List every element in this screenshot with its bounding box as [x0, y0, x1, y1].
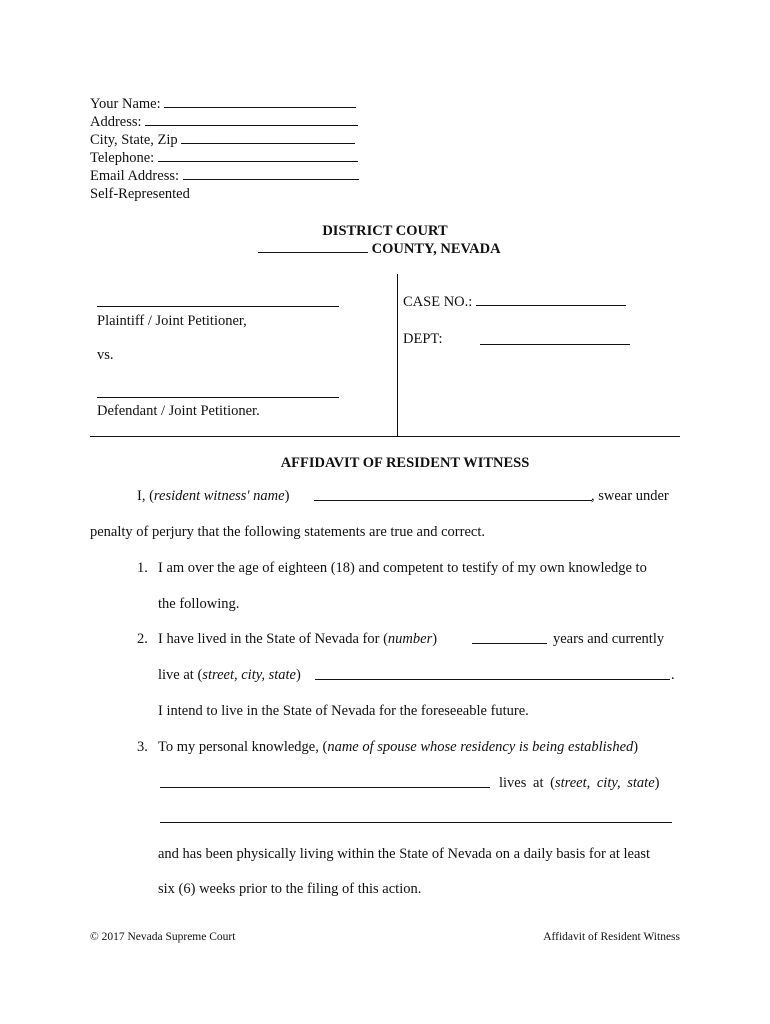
- intro-line-2: penalty of perjury that the following statements are true and correct.: [90, 524, 485, 540]
- defendant-label: Defendant / Joint Petitioner.: [97, 403, 260, 419]
- plaintiff-label: Plaintiff / Joint Petitioner,: [97, 313, 247, 329]
- caption-divider-horizontal: [90, 436, 680, 437]
- your-name-input[interactable]: [164, 106, 356, 108]
- item-2-period: .: [671, 667, 675, 683]
- telephone-field: Telephone:: [90, 149, 359, 167]
- item-1-line-2: the following.: [158, 596, 240, 612]
- plaintiff-name-line[interactable]: [97, 306, 339, 307]
- footer-copyright: © 2017 Nevada Supreme Court: [90, 931, 236, 943]
- document-title: AFFIDAVIT OF RESIDENT WITNESS: [280, 455, 530, 471]
- item-3-number: 3.: [137, 739, 148, 755]
- item-2-years: years and currently: [553, 631, 665, 647]
- your-name-field: Your Name:: [90, 95, 359, 113]
- intro-line-1: I, (resident witness' name): [137, 488, 290, 504]
- city-state-zip-field: City, State, Zip: [90, 131, 359, 149]
- intro-swear: , swear under: [591, 488, 669, 504]
- email-input[interactable]: [183, 178, 359, 180]
- spouse-address-input[interactable]: [160, 822, 672, 823]
- item-3-line-1: To my personal knowledge, (name of spouse whose residency is being established): [158, 739, 639, 755]
- years-input[interactable]: [472, 643, 547, 644]
- item-3-lives-at: lives at (street, city, state): [499, 775, 660, 791]
- caption-divider-vertical: [397, 274, 398, 436]
- item-1-line-1: I am over the age of eighteen (18) and competent to testify of my own knowledge to: [158, 560, 647, 576]
- contact-block: [90, 95, 359, 203]
- address-input[interactable]: [145, 124, 358, 126]
- vs-label: vs.: [97, 347, 114, 363]
- current-address-input[interactable]: [315, 679, 670, 680]
- item-2-live-at: live at (street, city, state): [158, 667, 301, 683]
- item-2-number: 2.: [137, 631, 148, 647]
- item-2-intend: I intend to live in the State of Nevada for the foreseeable future.: [158, 703, 529, 719]
- footer-form-name: Affidavit of Resident Witness: [543, 931, 680, 943]
- item-3-line-3: and has been physically living within the State of Nevada on a daily basis for at least: [158, 846, 651, 862]
- case-no-field: CASE NO.:: [403, 293, 626, 311]
- case-no-input[interactable]: [476, 304, 626, 306]
- address-field: Address:: [90, 113, 359, 131]
- county-input[interactable]: [258, 251, 368, 253]
- email-field: Email Address:: [90, 167, 359, 185]
- witness-name-input[interactable]: [314, 500, 592, 501]
- city-state-zip-input[interactable]: [181, 142, 355, 144]
- dept-label: DEPT:: [403, 331, 443, 347]
- item-1-number: 1.: [137, 560, 148, 576]
- telephone-input[interactable]: [158, 160, 358, 162]
- defendant-name-line[interactable]: [97, 397, 339, 398]
- item-2-line-1: I have lived in the State of Nevada for (number): [158, 631, 438, 647]
- court-title: DISTRICT COURT: [322, 223, 448, 239]
- spouse-name-input[interactable]: [160, 787, 490, 788]
- dept-input[interactable]: [480, 344, 630, 345]
- self-represented-label: Self-Represented: [90, 186, 190, 202]
- county-line: COUNTY, NEVADA: [258, 240, 501, 258]
- item-3-line-4: six (6) weeks prior to the filing of this action.: [158, 881, 422, 897]
